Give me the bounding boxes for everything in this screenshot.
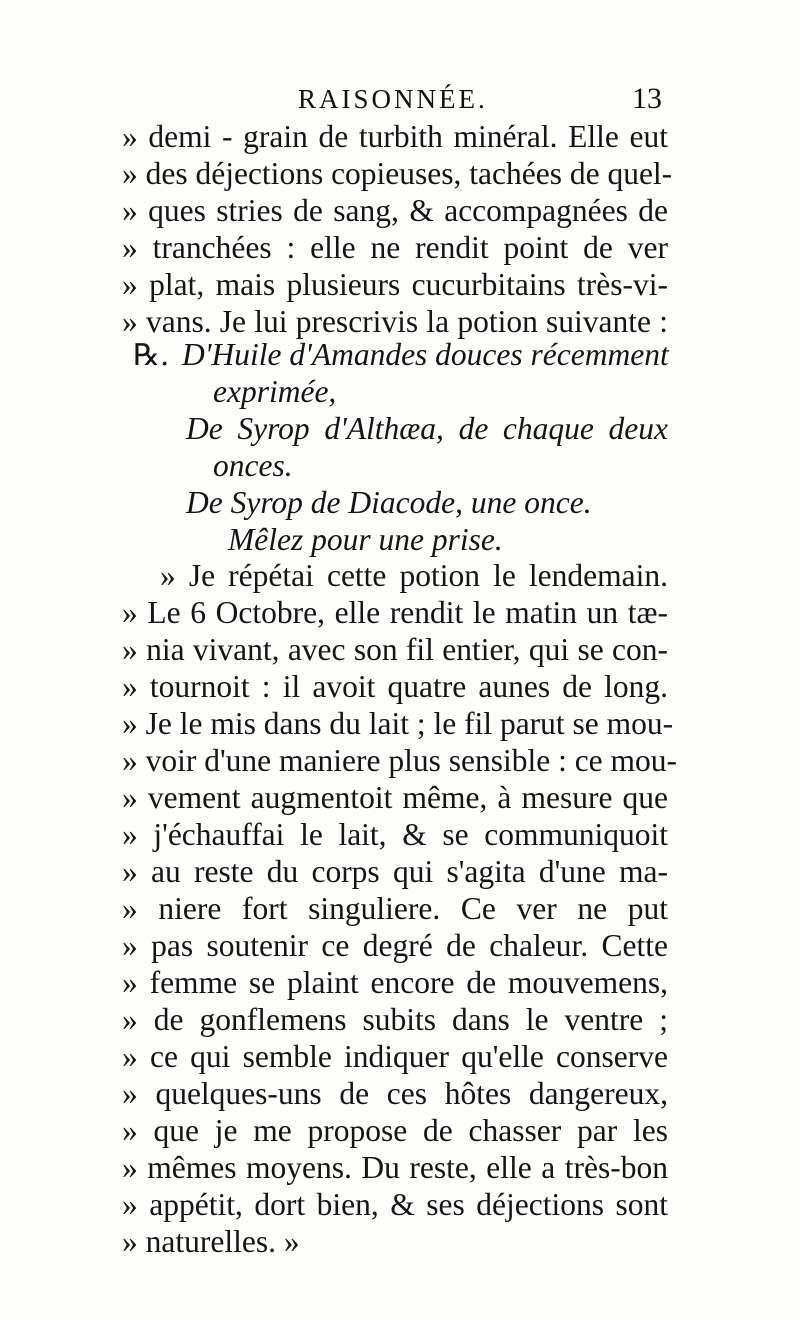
prescription-line: De Syrop d'Althæa, de chaque deux [186, 411, 668, 446]
text-line: » femme se plaint encore de mouvemens, [122, 965, 668, 1000]
prescription-line: D'Huile d'Amandes douces récemment [182, 337, 669, 372]
prescription-line: exprimée, [213, 374, 337, 409]
text-line: » pas soutenir ce degré de chaleur. Cette [122, 928, 668, 963]
recipe-symbol: ℞. [133, 338, 170, 373]
prescription-line: Mêlez pour une prise. [228, 522, 503, 557]
text-line: » ce qui semble indiquer qu'elle conserve [122, 1039, 668, 1074]
running-title: RAISONNÉE. [298, 84, 488, 114]
text-line: » de gonflemens subits dans le ventre ; [122, 1002, 668, 1037]
text-line: » plat, mais plusieurs cucurbitains très-vi- [122, 267, 668, 302]
text-line: » niere fort singuliere. Ce ver ne put [122, 891, 668, 926]
text-line: » que je me propose de chasser par les [122, 1113, 668, 1148]
text-line: » mêmes moyens. Du reste, elle a très-bon [122, 1150, 668, 1185]
text-line: » tournoit : il avoit quatre aunes de long. [122, 669, 668, 704]
text-line: » ques stries de sang, & accompagnées de [122, 193, 668, 228]
prescription-line: onces. [213, 448, 293, 483]
text-line: » Je répétai cette potion le lendemain. [160, 558, 668, 593]
text-line: » des déjections copieuses, tachées de quel- [122, 156, 673, 191]
text-line: » vans. Je lui prescrivis la potion suivante : [122, 304, 668, 339]
text-line: » nia vivant, avec son fil entier, qui se con- [122, 632, 668, 667]
text-line: » appétit, dort bien, & ses déjections sont [122, 1187, 668, 1222]
text-line: » demi - grain de turbith minéral. Elle eut [122, 119, 668, 154]
text-line: » tranchées : elle ne rendit point de ver [122, 230, 668, 265]
text-line: » vement augmentoit même, à mesure que [122, 780, 668, 815]
text-line: » Le 6 Octobre, elle rendit le matin un tæ- [122, 595, 668, 630]
text-line: » j'échauffai le lait, & se communiquoit [122, 817, 668, 852]
text-line: » quelques-uns de ces hôtes dangereux, [122, 1076, 668, 1111]
text-line: » au reste du corps qui s'agita d'une ma- [122, 854, 668, 889]
text-line: » naturelles. » [122, 1224, 300, 1259]
prescription-line: De Syrop de Diacode, une once. [186, 485, 592, 520]
text-line: » Je le mis dans du lait ; le fil parut se mou- [122, 706, 674, 741]
text-line: » voir d'une maniere plus sensible : ce mou- [122, 743, 678, 778]
page-number: 13 [632, 82, 662, 115]
